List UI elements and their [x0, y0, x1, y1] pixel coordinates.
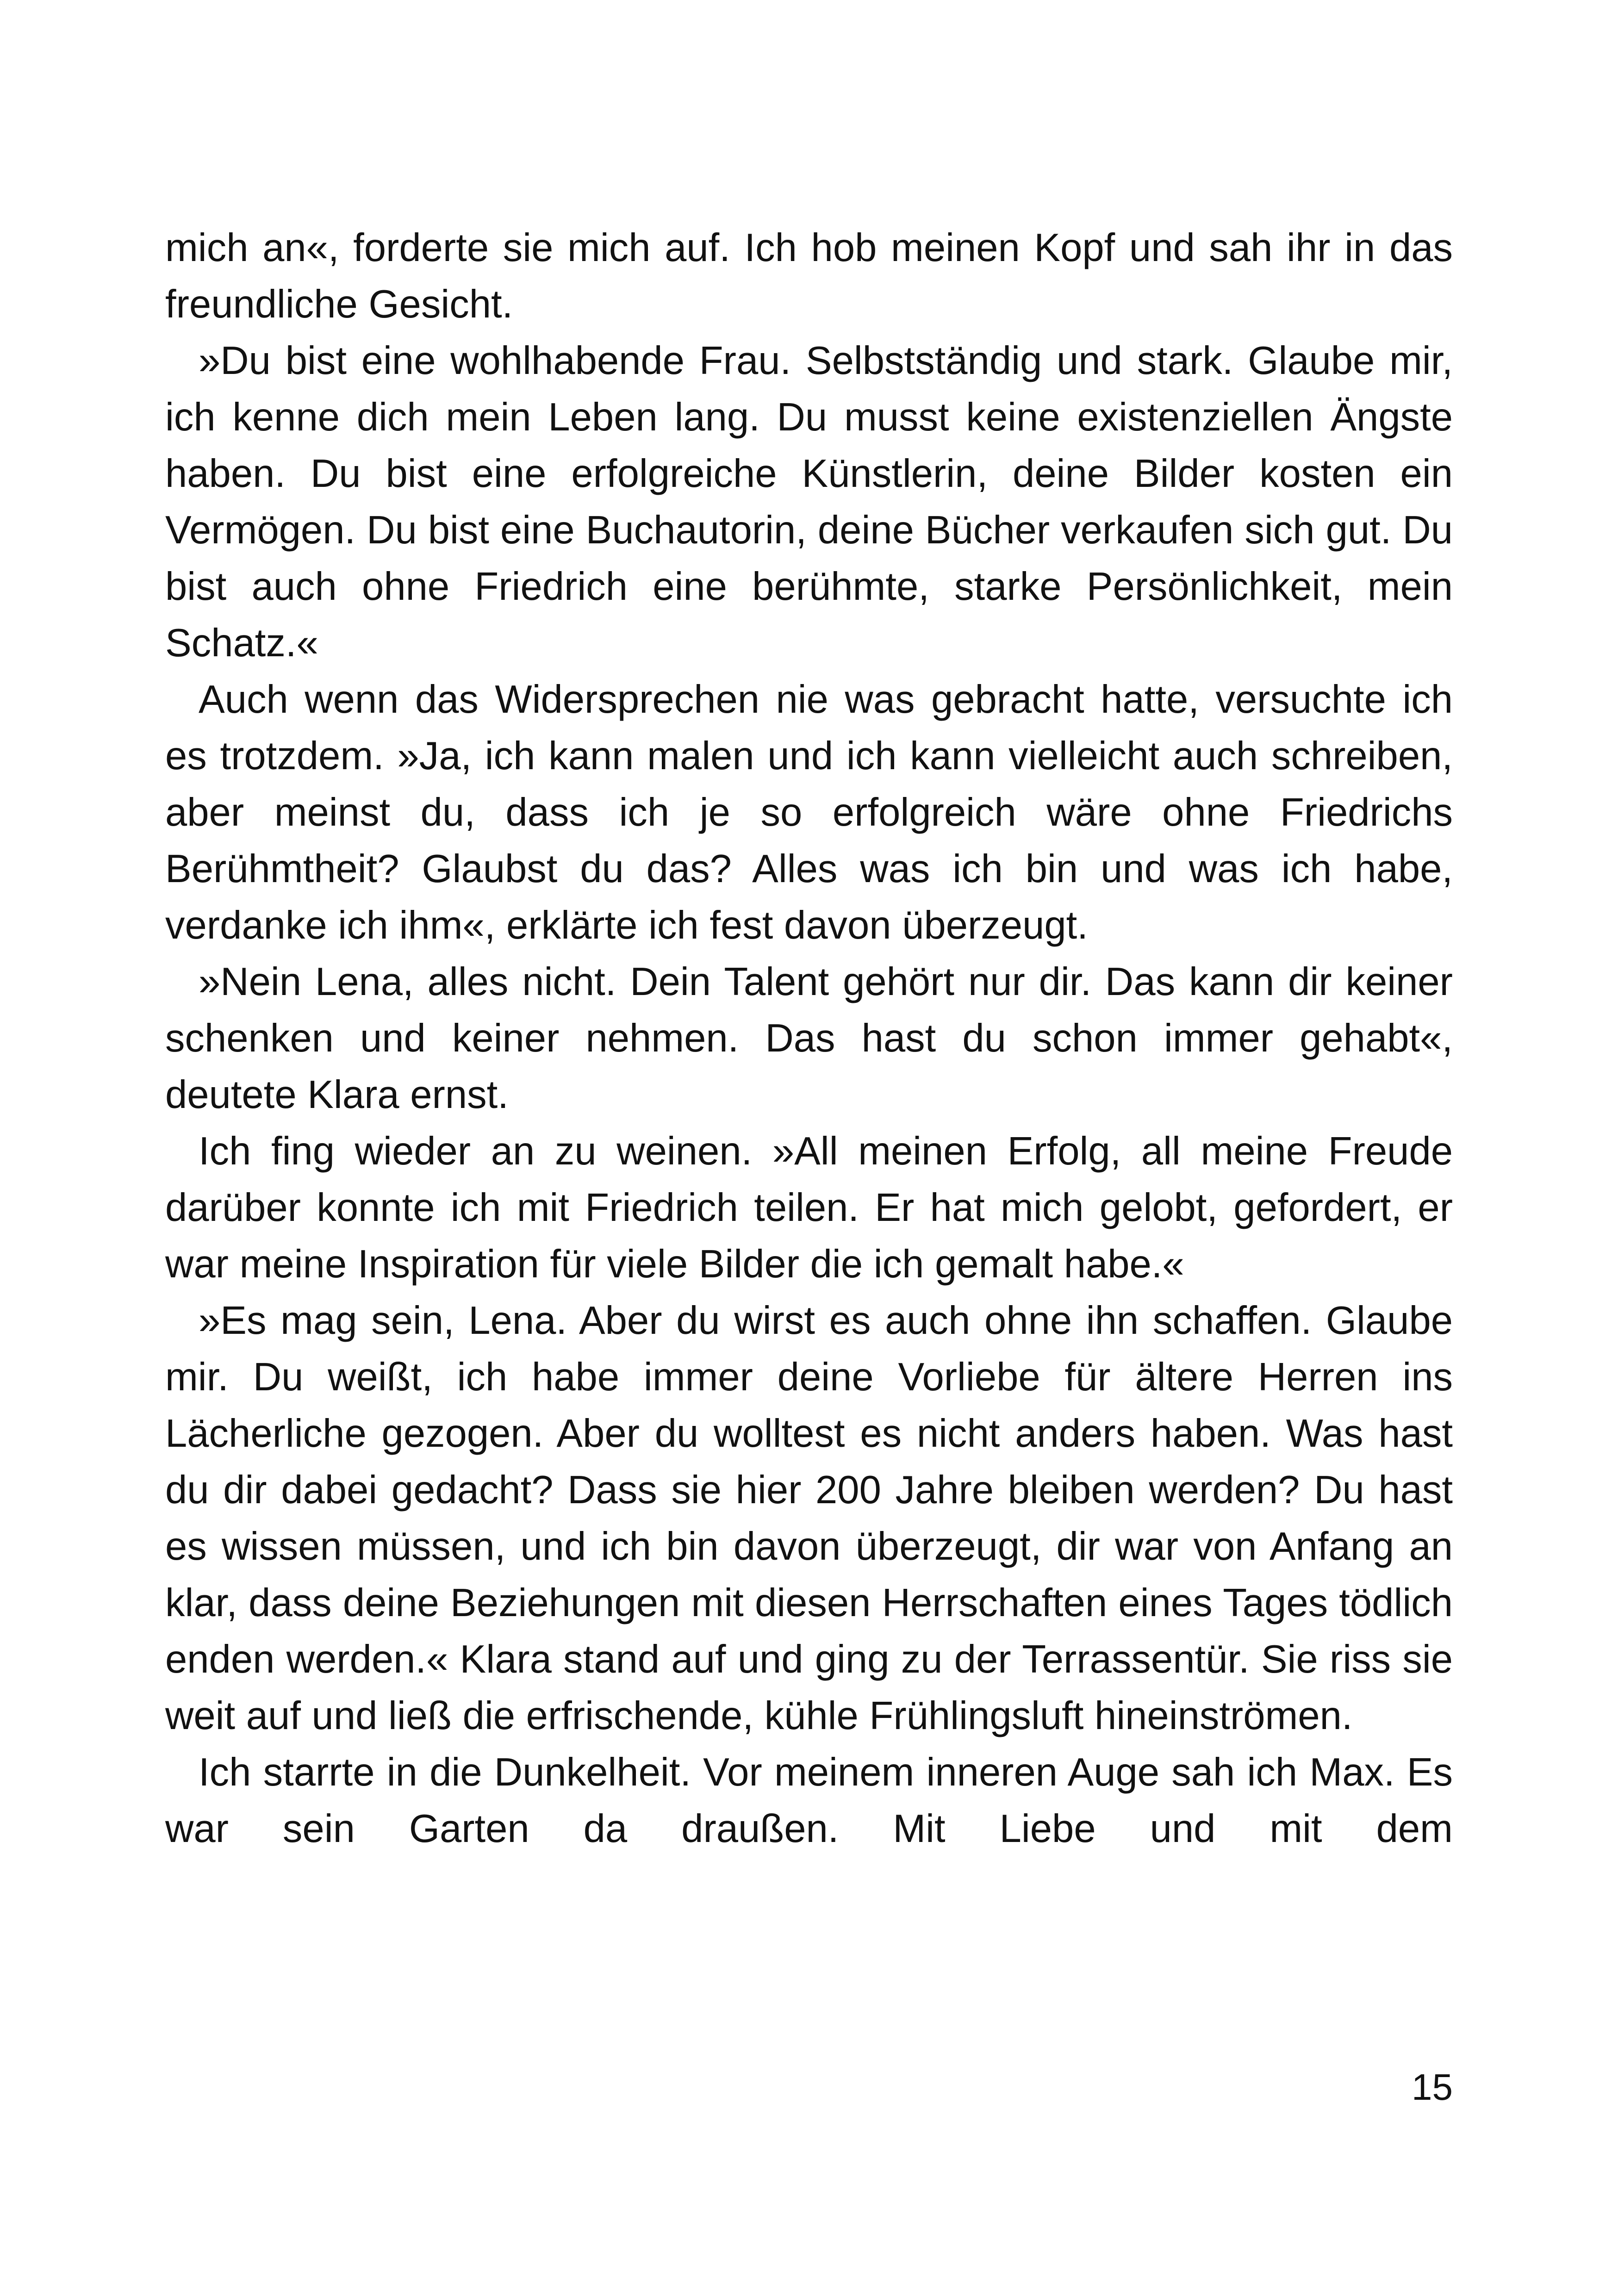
- paragraph-4: »Nein Lena, alles nicht. Dein Talent gehört nur dir. Das kann dir keiner schenken und keiner nehmen. Das hast du schon immer gehabt«, deutete Klara ernst.: [165, 960, 1453, 1117]
- paragraph-5: Ich fing wieder an zu weinen. »All meinen Erfolg, all meine Freude darüber konnte ich mit Friedrich teilen. Er hat mich gelobt, gefordert, er war meine Inspiration für viele Bilder die ich gemalt habe.«: [165, 1129, 1453, 1286]
- paragraph-2: »Du bist eine wohlhabende Frau. Selbstständig und stark. Glaube mir, ich kenne dich mein Leben lang. Du musst keine existenziellen Ängste haben. Du bist eine erfolgreiche Künstlerin, deine Bilder kosten ein Vermögen. Du bist eine Buchautorin, deine Bücher verkaufen sich gut. Du bist auch ohne Friedrich eine berühmte, starke Persönlichkeit, mein Schatz.«: [165, 339, 1453, 665]
- page-number: 15: [1412, 2066, 1453, 2108]
- body-text: [165, 220, 1453, 1857]
- paragraph-6: »Es mag sein, Lena. Aber du wirst es auch ohne ihn schaffen. Glaube mir. Du weißt, ich habe immer deine Vorliebe für ältere Herren ins Lächerliche gezogen. Aber du wolltest es nicht anders haben. Was hast du dir dabei gedacht? Dass sie hier 200 Jahre bleiben werden? Du hast es wissen müssen, und ich bin davon überzeugt, dir war von Anfang an klar, dass deine Beziehungen mit diesen Herrschaften eines Tages tödlich enden werden.« Klara stand auf und ging zu der Terrassentür. Sie riss sie weit auf und ließ die erfrischende, kühle Frühlingsluft hineinströmen.: [165, 1299, 1453, 1738]
- paragraph-1: mich an«, forderte sie mich auf. Ich hob meinen Kopf und sah ihr in das freundliche Gesicht.: [165, 226, 1453, 326]
- paragraph-7: Ich starrte in die Dunkelheit. Vor meinem inneren Auge sah ich Max. Es war sein Garten da draußen. Mit Liebe und mit dem: [165, 1750, 1453, 1851]
- paragraph-3: Auch wenn das Widersprechen nie was gebracht hatte, versuchte ich es trotzdem. »Ja, ich kann malen und ich kann vielleicht auch schreiben, aber meinst du, dass ich je so erfolgreich wäre ohne Friedrichs Berühmtheit? Glaubst du das? Alles was ich bin und was ich habe, verdanke ich ihm«, erklärte ich fest davon überzeugt.: [165, 678, 1453, 947]
